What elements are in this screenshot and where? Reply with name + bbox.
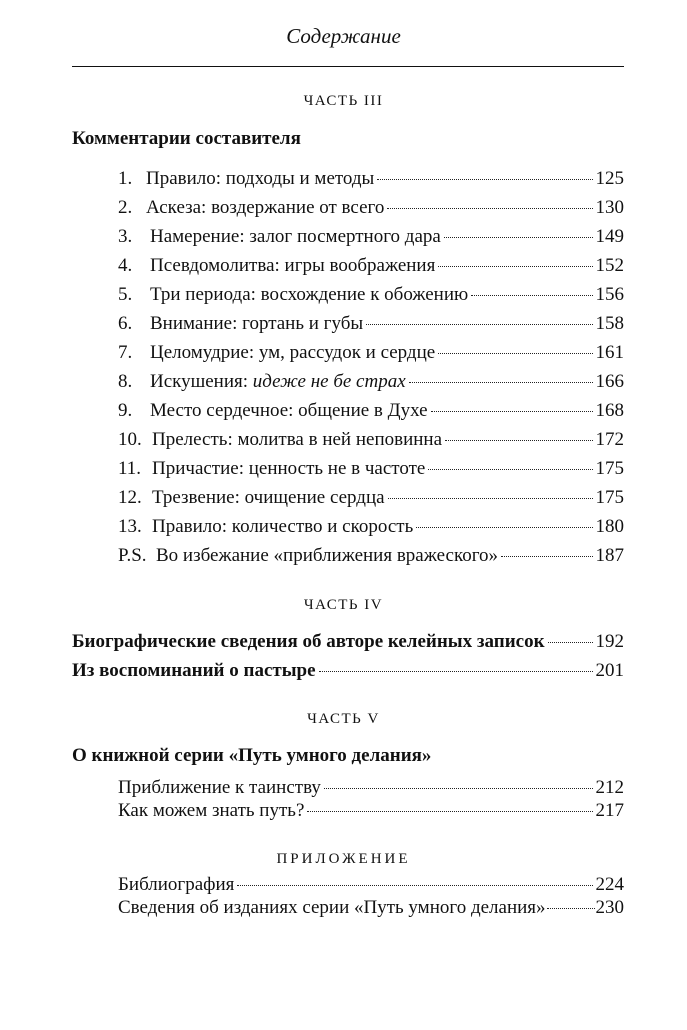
toc-entry-title: Аскеза: воздержание от всего <box>146 197 385 218</box>
dot-leader <box>416 527 592 528</box>
toc-entry-title: Во избежание «приближения вражеского» <box>156 545 499 566</box>
toc-entry-title-italic: идеже не бе страх <box>252 371 406 392</box>
toc-entry-number: 2. <box>118 197 133 218</box>
toc-entry-page: 161 <box>595 342 624 363</box>
toc-entry-title <box>150 371 406 393</box>
toc-entry-number: 6. <box>118 313 133 334</box>
toc-entry-number: 7. <box>118 342 133 363</box>
toc-entry-title: Внимание: гортань и губы <box>150 313 364 334</box>
dot-leader <box>428 469 592 470</box>
dot-leader <box>324 788 593 789</box>
part-5-label: ЧАСТЬ V <box>307 711 380 727</box>
toc-entry-title: Приближение к таинству <box>118 777 321 798</box>
dot-leader <box>307 811 592 812</box>
toc-entry-page: 212 <box>595 777 624 798</box>
toc-entry[interactable] <box>118 897 624 919</box>
toc-entry-title: Правило: количество и скорость <box>152 516 414 537</box>
toc-entry[interactable] <box>118 874 624 896</box>
dot-leader <box>548 642 593 643</box>
toc-entry-title: Биографические сведения об авторе келейных записок <box>72 631 545 652</box>
dot-leader <box>438 353 592 354</box>
toc-entry-page: 192 <box>595 631 624 652</box>
toc-entry-number: 4. <box>118 255 133 276</box>
toc-entry-title: Библиография <box>118 874 235 895</box>
dot-leader <box>387 208 592 209</box>
toc-entry[interactable] <box>118 226 624 248</box>
dot-leader <box>237 885 592 886</box>
toc-entry-title: Целомудрие: ум, рассудок и сердце <box>150 342 436 363</box>
dot-leader <box>444 237 593 238</box>
dot-leader <box>445 440 592 441</box>
part-4-label: ЧАСТЬ IV <box>303 597 384 613</box>
toc-entry-number: 8. <box>118 371 133 392</box>
toc-entry[interactable] <box>118 313 624 335</box>
toc-entry-number: 3. <box>118 226 133 247</box>
toc-entry-page: 156 <box>595 284 624 305</box>
toc-entry[interactable] <box>118 458 624 480</box>
dot-leader <box>377 179 592 180</box>
toc-entry-number: 11. <box>118 458 142 479</box>
dot-leader <box>366 324 592 325</box>
toc-entry-title: Из воспоминаний о пастыре <box>72 660 316 681</box>
toc-entry[interactable] <box>118 400 624 422</box>
toc-entry-title: Место сердечное: общение в Духе <box>150 400 428 421</box>
toc-entry-page: 187 <box>595 545 624 566</box>
appendix-label: ПРИЛОЖЕНИЕ <box>276 851 411 867</box>
toc-entry-page: 230 <box>595 897 624 918</box>
running-head: Содержание <box>286 24 401 48</box>
dot-leader <box>409 382 593 383</box>
toc-entry-page: 168 <box>595 400 624 421</box>
toc-entry-title: Намерение: залог посмертного дара <box>150 226 441 247</box>
toc-entry-page: 166 <box>595 371 624 392</box>
toc-entry-number: 13. <box>118 516 142 537</box>
dot-leader <box>438 266 592 267</box>
toc-entry-title-prefix: Искушения: <box>150 371 253 392</box>
toc-entry[interactable] <box>118 545 624 567</box>
toc-entry-page: 175 <box>595 487 624 508</box>
toc-entry-page: 175 <box>595 458 624 479</box>
toc-entry[interactable] <box>118 255 624 277</box>
toc-entry-title: Правило: подходы и методы <box>146 168 375 189</box>
toc-entry-title: Сведения об изданиях серии «Путь умного делания» <box>118 897 546 918</box>
dot-leader <box>471 295 592 296</box>
toc-entry-title: Три периода: восхождение к обожению <box>150 284 469 305</box>
dot-leader <box>388 498 593 499</box>
dot-leader <box>547 908 595 909</box>
toc-entry-number: 1. <box>118 168 133 189</box>
toc-entry[interactable] <box>72 631 624 653</box>
toc-entry[interactable] <box>118 516 624 538</box>
toc-entry-number: 9. <box>118 400 133 421</box>
toc-entry-number: 12. <box>118 487 142 508</box>
toc-entry[interactable] <box>118 429 624 451</box>
part-5-section-title: О книжной серии «Путь умного делания» <box>72 745 432 766</box>
dot-leader <box>319 671 593 672</box>
toc-entry-number: P.S. <box>118 545 147 566</box>
toc-entry[interactable] <box>118 197 624 219</box>
toc-entry-title: Как можем знать путь? <box>118 800 305 821</box>
toc-entry-title: Псевдомолитва: игры воображения <box>150 255 436 276</box>
toc-entry-page: 149 <box>595 226 624 247</box>
part-3-label: ЧАСТЬ III <box>303 93 384 109</box>
toc-entry-number: 10. <box>118 429 142 450</box>
toc-entry-page: 224 <box>595 874 624 895</box>
toc-entry-page: 217 <box>595 800 624 821</box>
toc-entry-page: 172 <box>595 429 624 450</box>
toc-entry[interactable] <box>118 168 624 190</box>
part-3-section-title: Комментарии составителя <box>72 128 301 149</box>
toc-entry[interactable] <box>118 342 624 364</box>
toc-entry-page: 130 <box>595 197 624 218</box>
toc-entry-page: 152 <box>595 255 624 276</box>
dot-leader <box>431 411 593 412</box>
toc-entry[interactable] <box>118 284 624 306</box>
toc-entry-page: 158 <box>595 313 624 334</box>
toc-entry[interactable] <box>118 800 624 822</box>
dot-leader <box>501 556 592 557</box>
toc-entry-title: Причастие: ценность не в частоте <box>152 458 426 479</box>
toc-entry-title: Прелесть: молитва в ней неповинна <box>152 429 443 450</box>
toc-entry-page: 125 <box>595 168 624 189</box>
toc-entry[interactable] <box>118 777 624 799</box>
toc-entry-title: Трезвение: очищение сердца <box>152 487 385 508</box>
toc-entry-page: 201 <box>595 660 624 681</box>
toc-entry-page: 180 <box>595 516 624 537</box>
toc-entry[interactable] <box>118 371 624 393</box>
toc-entry[interactable] <box>118 487 624 509</box>
header-rule <box>72 66 624 67</box>
toc-entry-number: 5. <box>118 284 133 305</box>
toc-entry[interactable] <box>72 660 624 682</box>
